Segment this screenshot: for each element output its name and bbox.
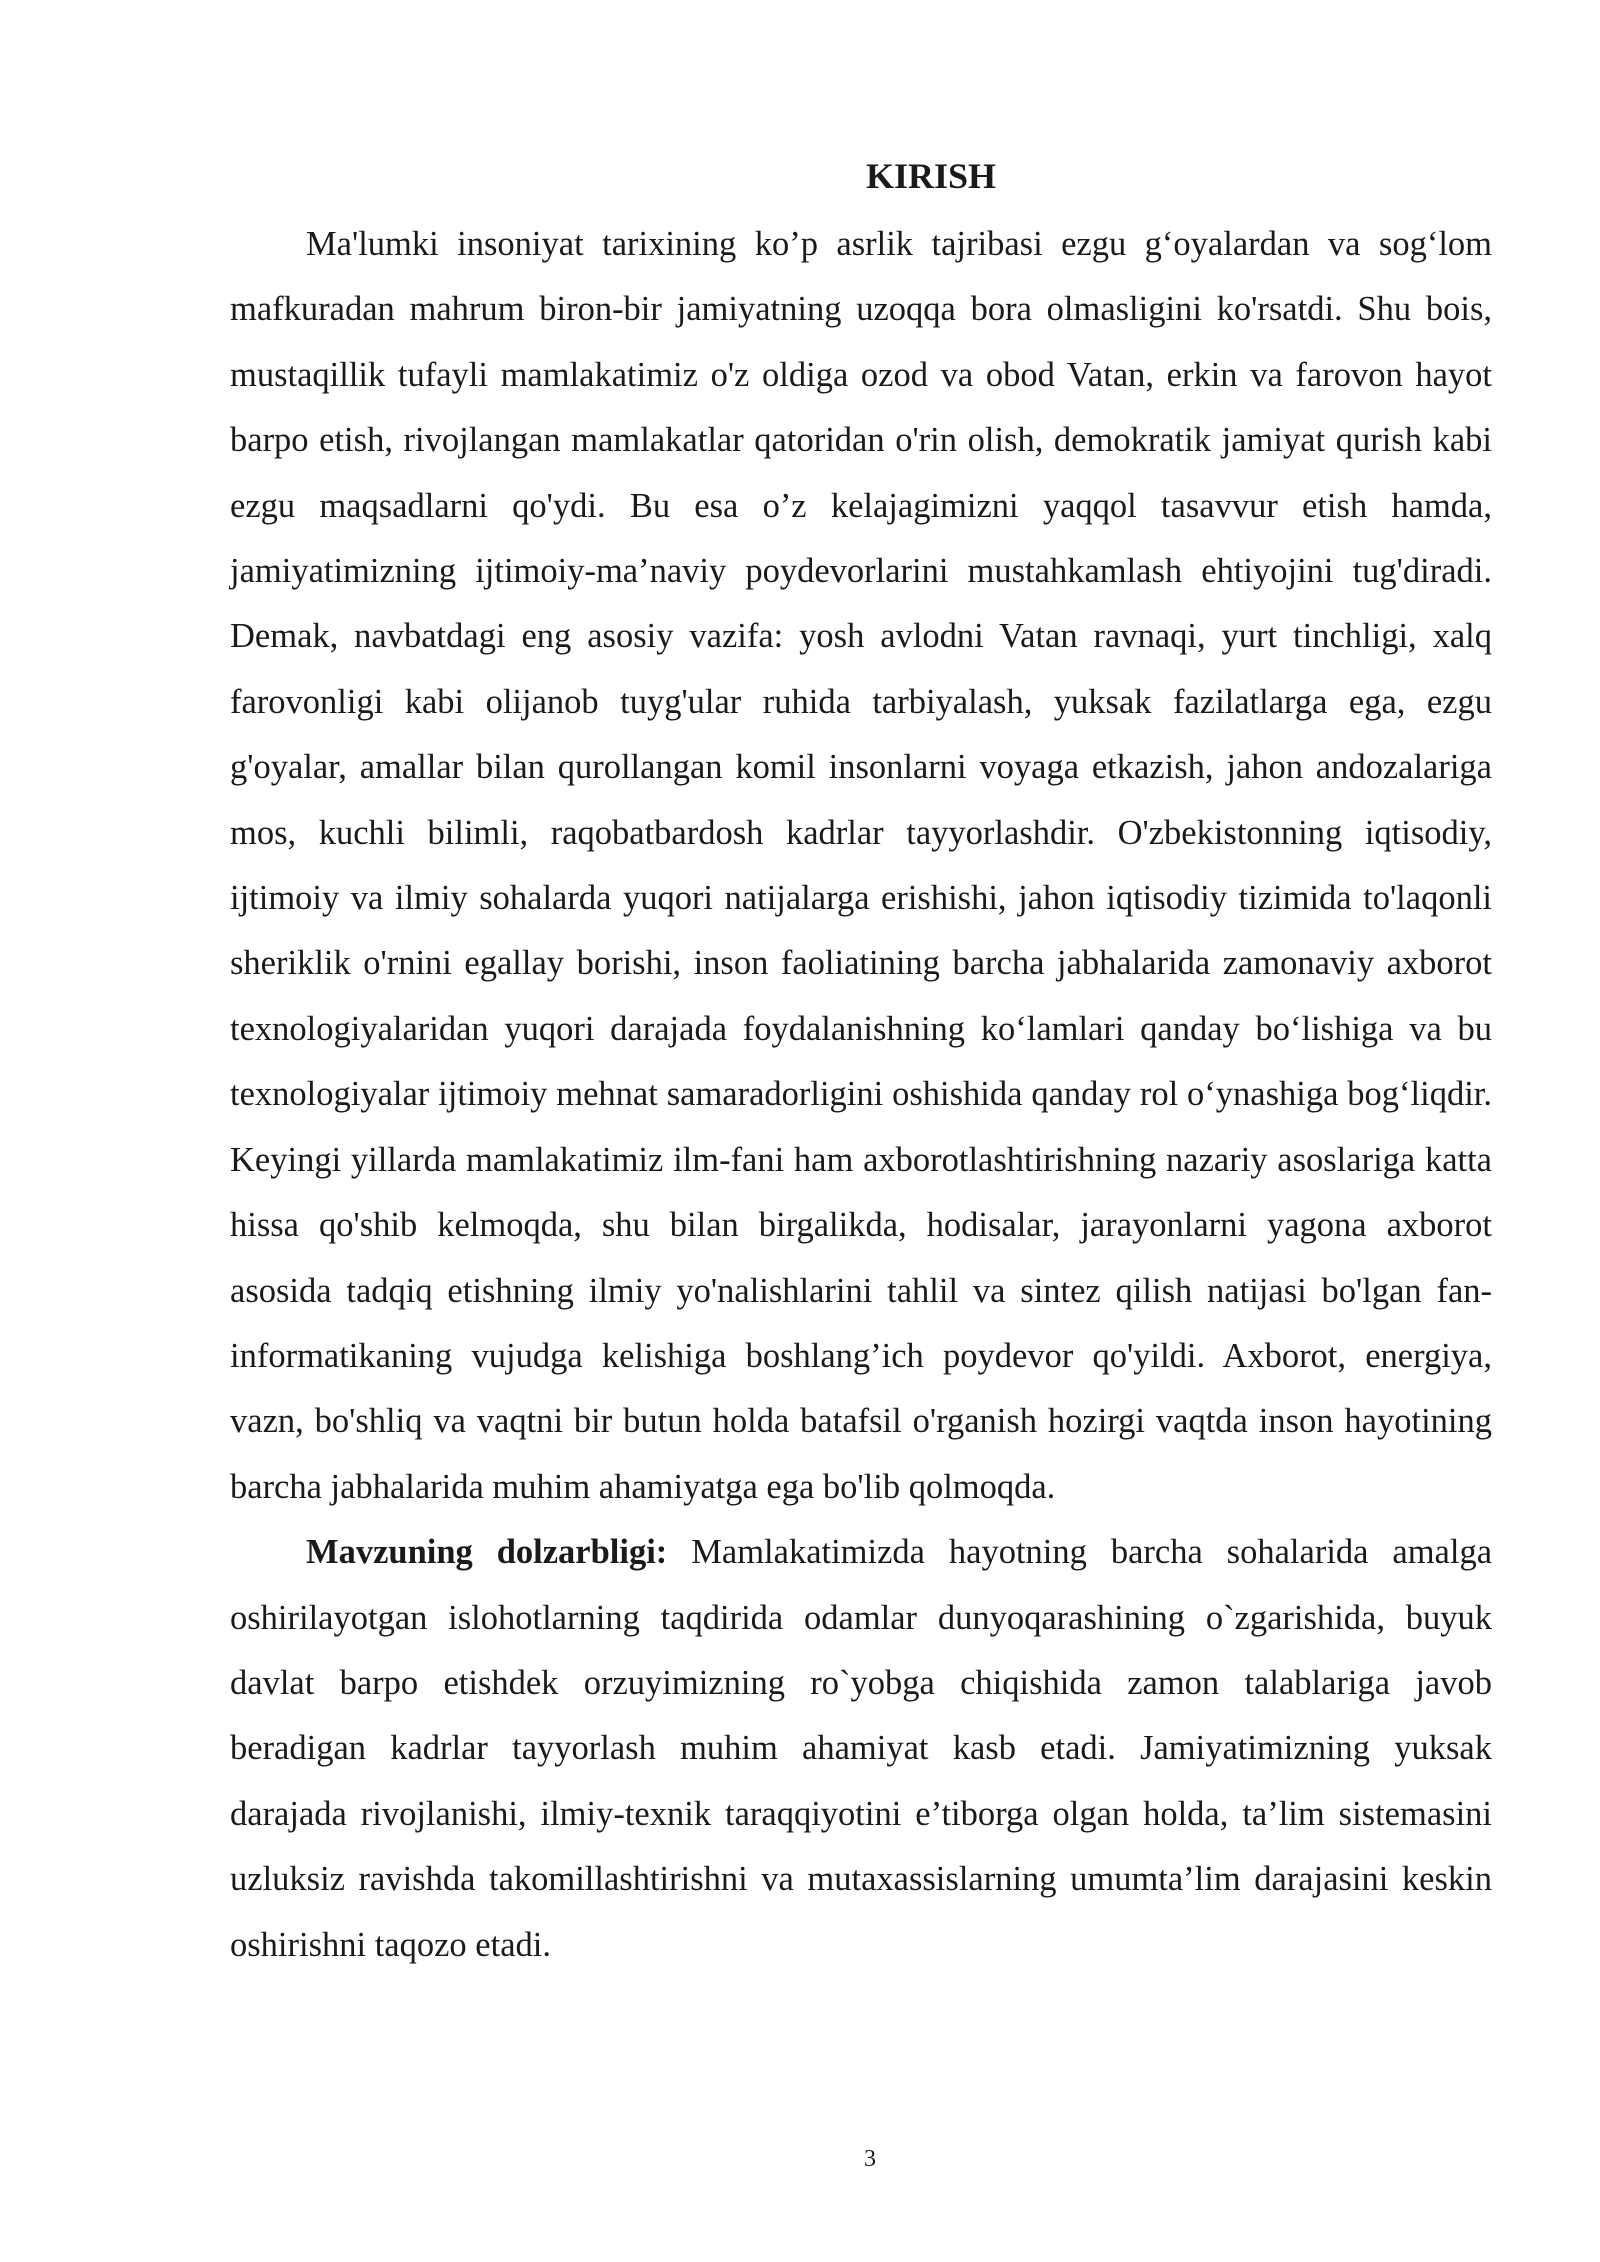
section-heading: KIRISH [865, 156, 997, 196]
relevance-paragraph [230, 1520, 1492, 1978]
relevance-paragraph-text: Mamlakatimizda hayotning barcha sohalarida amalga oshirilayotgan islohotlarning taqdirida odamlar dunyoqarashining o`zgarishida, buyuk davlat barpo etishdek orzuyimizning ro`yobga chiqishida zamon talablariga javob beradigan kadrlar tayyorlash muhim ahamiyat kasb etadi. Jamiyatimizning yuksak darajada rivojlanishi, ilmiy-texnik taraqqiyotini e’tiborga olgan holda, ta’lim sistemasini uzluksiz ravishda takomillashtirishni va mutaxassislarning umumta’lim darajasini keskin oshirishni taqozo etadi. [230, 1533, 1493, 1964]
relevance-lead: Mavzuning dolzarbligi: [306, 1533, 668, 1572]
intro-paragraph [230, 212, 1492, 1520]
page-number: 3 [864, 2146, 876, 2172]
document-page [230, 150, 1492, 1978]
intro-paragraph-text: Ma'lumki insoniyat tarixining ko’p asrlik tajribasi ezgu g‘oyalardan va sog‘lom mafkuradan mahrum biron-bir jamiyatning uzoqqa bora olmasligini ko'rsatdi. Shu bois, mustaqillik tufayli mamlakatimiz o'z oldiga ozod va obod Vatan, erkin va farovon hayot barpo etish, rivojlangan mamlakatlar qatoridan o'rin olish, demokratik jamiyat qurish kabi ezgu maqsadlarni qo'ydi. Bu esa o’z kelajagimizni yaqqol tasavvur etish hamda, jamiyatimizning ijtimoiy-ma’naviy poydevorlarini mustahkamlash ehtiyojini tug'diradi. Demak, navbatdagi eng asosiy vazifa: yosh avlodni Vatan ravnaqi, yurt tinchligi, xalq farovonligi kabi olijanob tuyg'ular ruhida tarbiyalash, yuksak fazilatlarga ega, ezgu g'oyalar, amallar bilan qurollangan komil insonlarni voyaga etkazish, jahon andozalariga mos, kuchli bilimli, raqobatbardosh kadrlar tayyorlashdir. O'zbekistonning iqtisodiy, ijtimoiy va ilmiy sohalarda yuqori natijalarga erishishi, jahon iqtisodiy tizimida to'laqonli sheriklik o'rnini egallay borishi, inson faoliatining barcha jabhalarida zamonaviy axborot texnologiyalaridan yuqori darajada foydalanishning ko‘lamlari qanday bo‘lishiga va bu texnologiyalar ijtimoiy mehnat samaradorligini oshishida qanday rol o‘ynashiga bog‘liqdir. Keyingi yillarda mamlakatimiz ilm-fani ham axborotlashtirishning nazariy asoslariga katta hissa qo'shib kelmoqda, shu bilan birgalikda, hodisalar, jarayonlarni yagona axborot asosida tadqiq etishning ilmiy yo'nalishlarini tahlil va sintez qilish natijasi bo'lgan fan-informatikaning vujudga kelishiga boshlang’ich poydevor qo'yildi. Axborot, energiya, vazn, bo'shliq va vaqtni bir butun holda batafsil o'rganish hozirgi vaqtda inson hayotining barcha jabhalarida muhim ahamiyatga ega bo'lib qolmoqda. [230, 225, 1492, 1506]
